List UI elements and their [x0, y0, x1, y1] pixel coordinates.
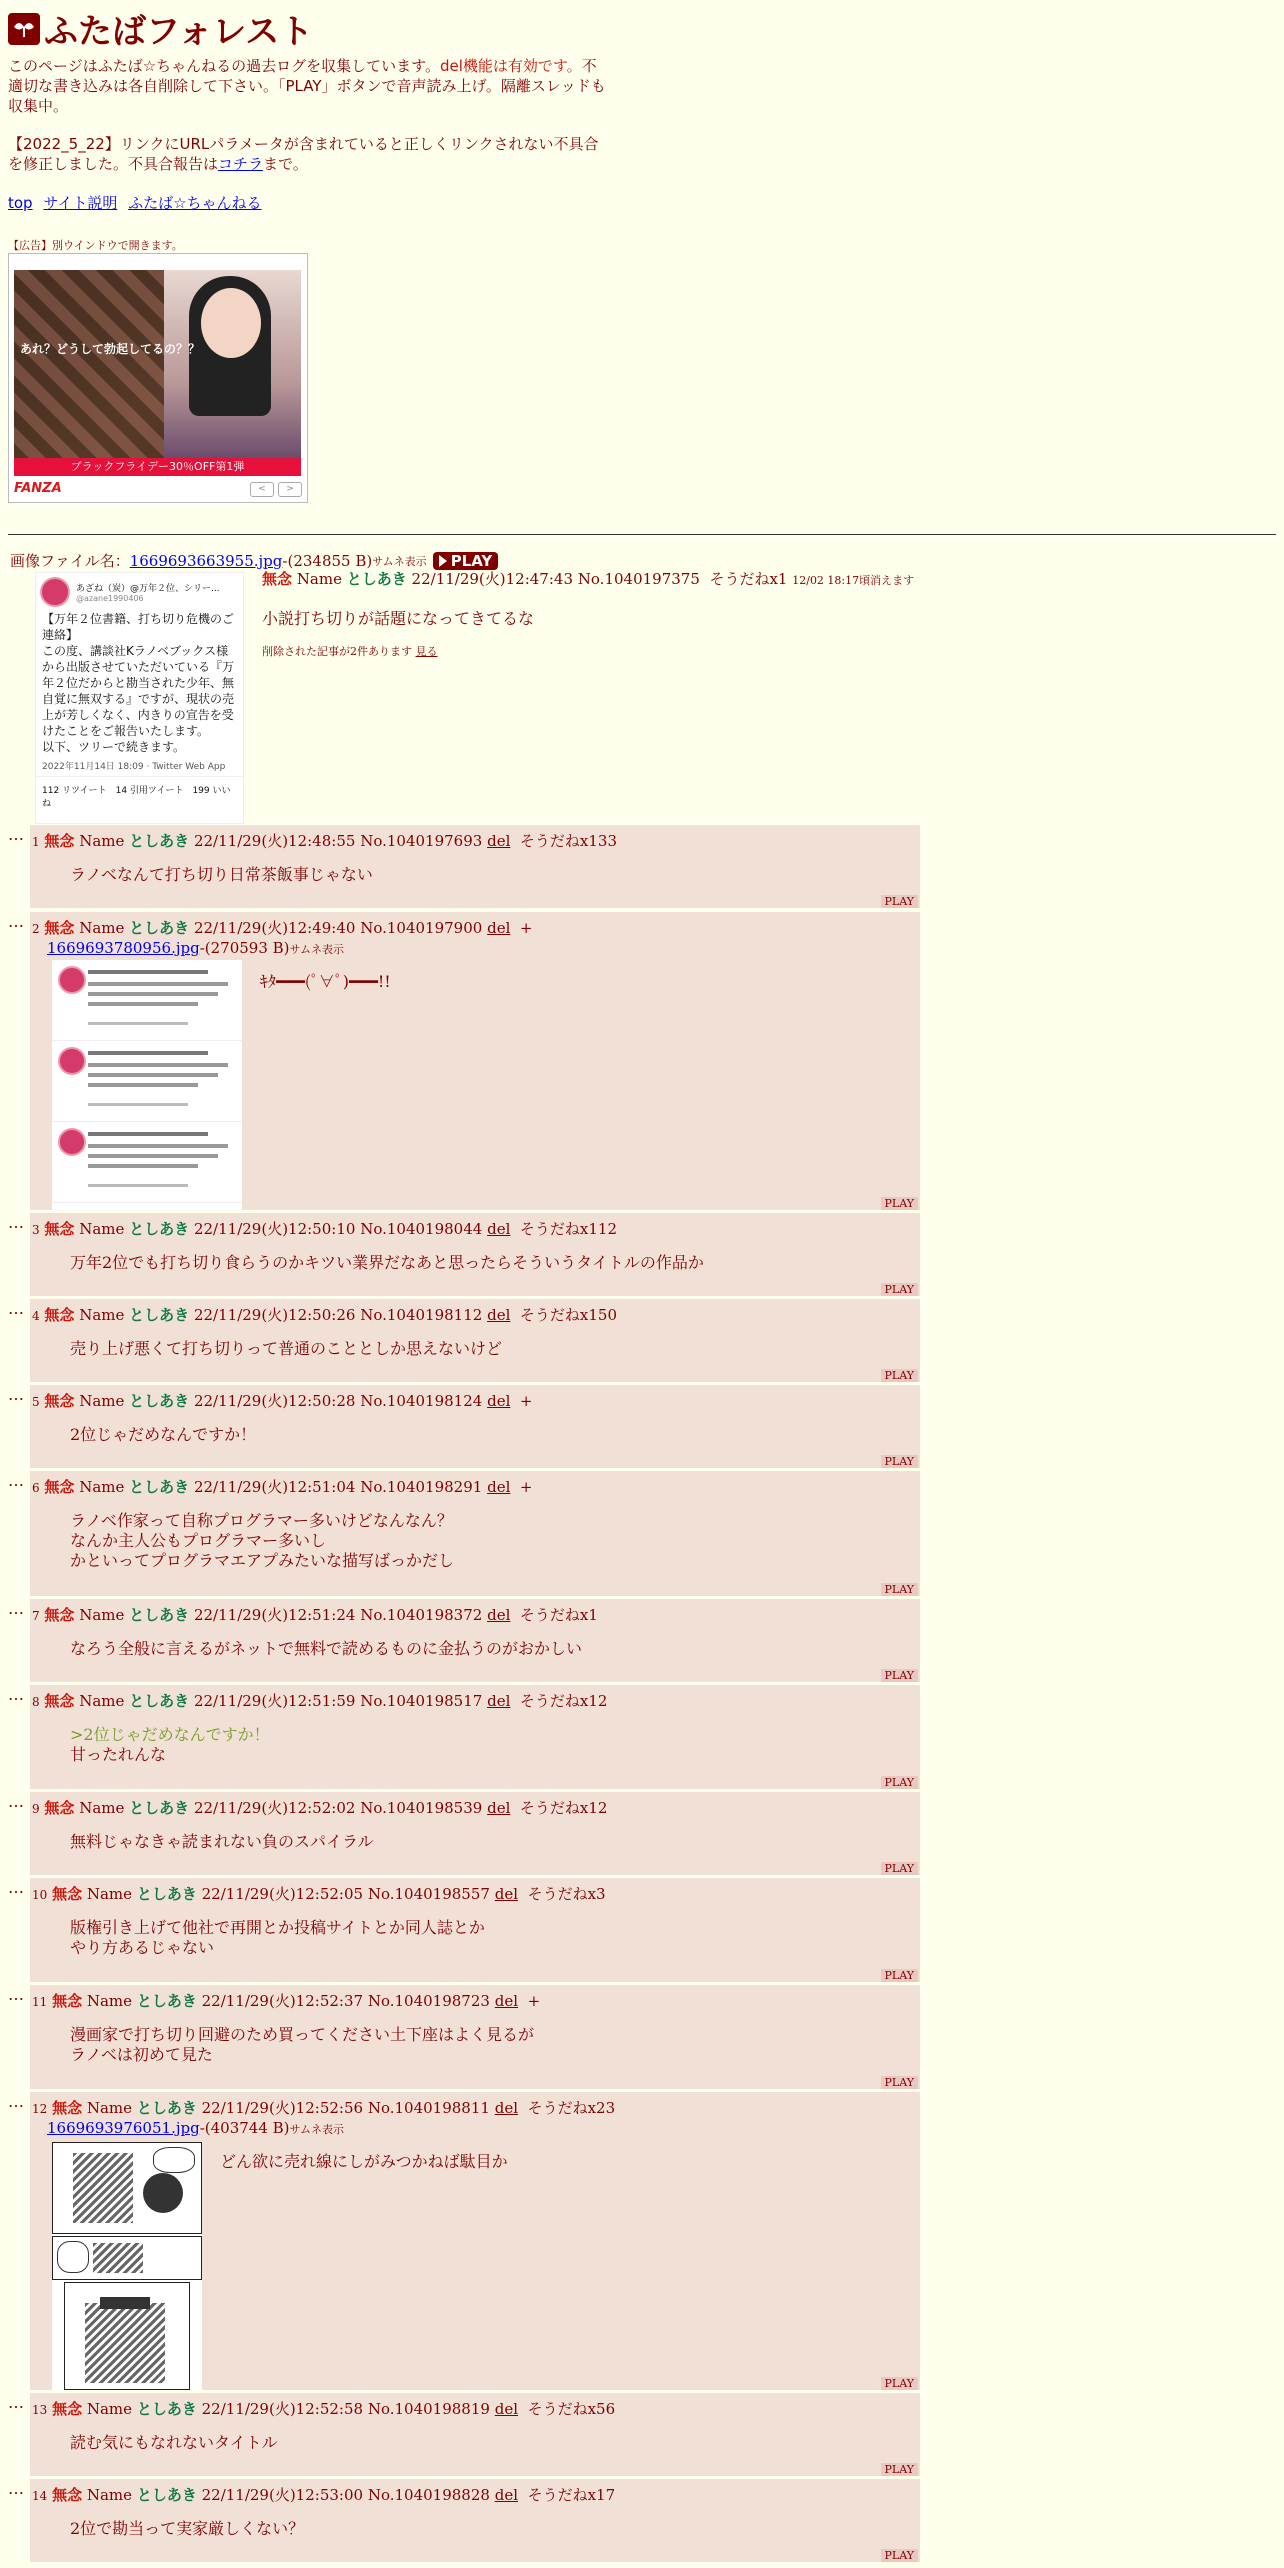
- reply-name-label: Name: [79, 1606, 125, 1624]
- op-play-button[interactable]: PLAY: [433, 552, 499, 570]
- reply-post: [30, 1878, 920, 1982]
- reply-play-button[interactable]: PLAY: [881, 895, 918, 908]
- reply-text-line: 2位で勘当って実家厳しくない？: [70, 2519, 305, 2538]
- reply-name: としあき: [136, 1992, 197, 2010]
- reply-thumbnail[interactable]: [52, 2142, 202, 2390]
- reply-name-label: Name: [79, 919, 125, 937]
- reply-text-line: 万年2位でも打ち切り食らうのかキツい業界だなあと思ったらそういうタイトルの作品か: [70, 1253, 704, 1272]
- reply-name-label: Name: [86, 2486, 133, 2504]
- reply-post: [30, 825, 920, 908]
- reply-index: 11: [32, 1995, 48, 2009]
- reply-soudane[interactable]: +: [519, 1478, 533, 1496]
- reply-play-button[interactable]: PLAY: [881, 1197, 918, 1210]
- reply-body: [70, 1511, 454, 1571]
- reply-file-link[interactable]: 1669693780956.jpg: [47, 939, 200, 957]
- reply-subject: 無念: [44, 919, 75, 937]
- reply-play-button[interactable]: PLAY: [881, 2377, 918, 2390]
- reply-file-info: [47, 939, 344, 957]
- reply-play-button[interactable]: PLAY: [881, 1862, 918, 1875]
- reply-name: としあき: [129, 1220, 190, 1238]
- reply-index: 13: [32, 2403, 48, 2417]
- reply-name-label: Name: [86, 1885, 133, 1903]
- reply-subject: 無念: [44, 1392, 75, 1410]
- del-link[interactable]: del: [487, 1606, 511, 1624]
- reply-name-label: Name: [79, 1392, 125, 1410]
- reply-subject: 無念: [52, 2486, 83, 2504]
- reply-menu-icon[interactable]: …: [8, 1685, 24, 1704]
- reply-text-line: やり方あるじゃない: [70, 1938, 215, 1957]
- reply-datetime: 22/11/29(火)12:50:28: [193, 1392, 356, 1410]
- reply-body: [260, 972, 391, 992]
- op-deleted-note: 削除された記事が2件あります 見る: [262, 645, 438, 658]
- reply-header: [32, 1476, 533, 1497]
- reply-datetime: 22/11/29(火)12:49:40: [193, 919, 356, 937]
- op-subject: 無念: [262, 570, 293, 588]
- reply-datetime: 22/11/29(火)12:51:24: [193, 1606, 356, 1624]
- reply-header: [32, 1690, 607, 1711]
- reply-datetime: 22/11/29(火)12:48:55: [193, 832, 356, 850]
- reply-datetime: 22/11/29(火)12:53:00: [201, 2486, 364, 2504]
- tweet-author: あざね（炭）@万年２位、シリー...: [76, 584, 220, 594]
- reply-menu-icon[interactable]: …: [8, 2092, 24, 2111]
- reply-name: としあき: [129, 1392, 190, 1410]
- reply-body: [70, 1253, 704, 1273]
- reply-play-button[interactable]: PLAY: [881, 1455, 918, 1468]
- reply-header: [32, 1797, 607, 1818]
- del-link[interactable]: del: [494, 2486, 519, 2504]
- reply-text-line: 2位じゃだめなんですか！: [70, 1425, 257, 1444]
- reply-name: としあき: [136, 1885, 197, 1903]
- op-body: 小説打ち切りが話題になってきてるな: [262, 609, 535, 628]
- reply-subject: 無念: [52, 1885, 83, 1903]
- del-link[interactable]: del: [487, 1392, 511, 1410]
- tweet-stats: 112 リツイート 14 引用ツイート 199 いいね: [36, 776, 243, 815]
- del-link[interactable]: del: [487, 1692, 511, 1710]
- reply-index: 12: [32, 2102, 48, 2116]
- reply-name-label: Name: [79, 1220, 125, 1238]
- op-soudane[interactable]: そうだねx1: [709, 570, 788, 588]
- reply-index: 9: [32, 1802, 40, 1816]
- reply-text-line: ラノベ作家って自称プログラマー多いけどなんなん？: [70, 1511, 453, 1530]
- ad-overlay-text: あれ？どうして勃起してるの？？: [20, 342, 201, 356]
- reply-index: 5: [32, 1395, 40, 1409]
- reply-menu-icon[interactable]: …: [8, 1471, 24, 1490]
- reply-number: No.1040198819: [367, 2400, 490, 2418]
- reply-body: [70, 1725, 270, 1765]
- reply-post: [30, 2479, 920, 2562]
- reply-soudane[interactable]: そうだねx56: [527, 2400, 616, 2418]
- reply-body: [70, 2025, 534, 2065]
- op-thumb-toggle[interactable]: サムネ表示: [372, 554, 427, 568]
- intro-text-red: del機能は有効です。: [439, 57, 582, 75]
- reply-number: No.1040198372: [360, 1606, 483, 1624]
- del-link[interactable]: del: [494, 1885, 519, 1903]
- reply-name: としあき: [136, 2486, 197, 2504]
- reply-subject: 無念: [44, 1692, 75, 1710]
- reply-text-line: ラノベは初めて見た: [70, 2045, 213, 2064]
- reply-header: [32, 1883, 606, 1904]
- reply-play-button[interactable]: PLAY: [881, 1776, 918, 1789]
- report-link[interactable]: コチラ: [218, 155, 264, 173]
- del-link[interactable]: del: [487, 1220, 511, 1238]
- op-expiry: 12/02 18:17頃消えます: [792, 574, 915, 587]
- site-title: ふたばフォレスト: [44, 12, 314, 52]
- reply-body: [70, 1918, 485, 1958]
- op-name-label: Name: [296, 570, 342, 588]
- reply-post: [30, 1213, 920, 1296]
- reply-play-button[interactable]: PLAY: [881, 1969, 918, 1982]
- reply-index: 10: [32, 1888, 48, 1902]
- nav-futaba-link[interactable]: ふたば☆ちゃんねる: [128, 194, 262, 212]
- reply-menu-icon[interactable]: …: [8, 1985, 24, 2004]
- deleted-show-link[interactable]: 見る: [415, 645, 438, 658]
- reply-datetime: 22/11/29(火)12:50:10: [193, 1220, 356, 1238]
- reply-menu-icon[interactable]: …: [8, 2479, 24, 2498]
- reply-post: [30, 2092, 920, 2390]
- reply-text-line: なろう全般に言えるがネットで無料で読めるものに金払うのがおかしい: [70, 1639, 583, 1658]
- reply-name-label: Name: [86, 2099, 133, 2117]
- reply-text-line: なんか主人公もプログラマー多いし: [70, 1531, 327, 1550]
- reply-number: No.1040198811: [367, 2099, 490, 2117]
- op-thumbnail[interactable]: [35, 572, 244, 824]
- notice-text-b: まで。: [263, 155, 308, 173]
- reply-post: [30, 1599, 920, 1682]
- del-link[interactable]: del: [494, 2400, 519, 2418]
- reply-header: [32, 2097, 615, 2118]
- reply-file-size: -(270593 B): [199, 939, 290, 957]
- reply-number: No.1040198124: [360, 1392, 483, 1410]
- reply-datetime: 22/11/29(火)12:51:59: [193, 1692, 356, 1710]
- reply-name: としあき: [136, 2400, 197, 2418]
- reply-body: [70, 1832, 374, 1852]
- reply-play-button[interactable]: PLAY: [881, 2463, 918, 2476]
- reply-menu-icon[interactable]: …: [8, 2393, 24, 2412]
- reply-header: [32, 1990, 540, 2011]
- reply-text-line: 無料じゃなきゃ読まれない負のスパイラル: [70, 1832, 374, 1851]
- reply-number: No.1040198044: [360, 1220, 483, 1238]
- reply-datetime: 22/11/29(火)12:50:26: [193, 1306, 356, 1324]
- reply-index: 2: [32, 922, 40, 936]
- reply-name-label: Name: [79, 832, 125, 850]
- reply-soudane[interactable]: そうだねx112: [519, 1220, 618, 1238]
- reply-name-label: Name: [79, 1799, 125, 1817]
- reply-name-label: Name: [86, 2400, 133, 2418]
- reply-subject: 無念: [52, 1992, 83, 2010]
- op-number: No.1040197375: [577, 570, 700, 588]
- reply-index: 14: [32, 2489, 48, 2503]
- reply-post: [30, 1685, 920, 1789]
- reply-play-button[interactable]: PLAY: [881, 1283, 918, 1296]
- ad-banner[interactable]: [8, 253, 308, 503]
- notice-text-a: 【2022_5_22】リンクにURLパラメータが含まれていると正しくリンクされない不具合を修正しました。不具合報告は: [8, 135, 599, 173]
- nav-top-link[interactable]: top: [8, 194, 33, 212]
- reply-post: [30, 912, 920, 1210]
- reply-body: [70, 1639, 582, 1659]
- reply-soudane[interactable]: そうだねx17: [527, 2486, 616, 2504]
- nav-links: [8, 192, 268, 213]
- reply-header: [32, 917, 533, 938]
- reply-datetime: 22/11/29(火)12:52:56: [201, 2099, 364, 2117]
- reply-index: 1: [32, 835, 40, 849]
- reply-subject: 無念: [44, 1478, 75, 1496]
- reply-body: [70, 2519, 304, 2539]
- reply-name: としあき: [129, 832, 190, 850]
- reply-soudane[interactable]: そうだねx150: [519, 1306, 618, 1324]
- reply-body: [70, 1425, 256, 1445]
- ad-sale-banner: ブラックフライデー30％OFF第1弾: [14, 458, 301, 476]
- reply-name: としあき: [129, 1478, 190, 1496]
- reply-number: No.1040198539: [360, 1799, 483, 1817]
- reply-number: No.1040198291: [360, 1478, 483, 1496]
- reply-post: [30, 1471, 920, 1596]
- reply-soudane[interactable]: そうだねx3: [527, 1885, 606, 1903]
- op-file-link[interactable]: 1669693663955.jpg: [129, 551, 283, 570]
- del-link[interactable]: del: [487, 919, 511, 937]
- reply-datetime: 22/11/29(火)12:52:02: [193, 1799, 356, 1817]
- reply-index: 4: [32, 1309, 40, 1323]
- reply-name: としあき: [129, 1306, 190, 1324]
- reply-name-label: Name: [86, 1992, 133, 2010]
- reply-play-button[interactable]: PLAY: [881, 2549, 918, 2562]
- reply-number: No.1040198723: [367, 1992, 490, 2010]
- reply-subject: 無念: [44, 1799, 75, 1817]
- reply-subject: 無念: [44, 1220, 75, 1238]
- reply-text-line: 版権引き上げて他社で再開とか投稿サイトとか同人誌とか: [70, 1918, 485, 1937]
- reply-datetime: 22/11/29(火)12:52:05: [201, 1885, 364, 1903]
- reply-post: [30, 1792, 920, 1875]
- reply-text-line: 漫画家で打ち切り回避のため買ってください土下座はよく見るが: [70, 2025, 535, 2044]
- reply-datetime: 22/11/29(火)12:52:58: [201, 2400, 364, 2418]
- reply-header: [32, 1218, 617, 1239]
- play-icon: [439, 555, 447, 567]
- op-datetime: 22/11/29(火)12:47:43: [411, 570, 573, 588]
- reply-soudane[interactable]: そうだねx12: [519, 1692, 608, 1710]
- divider: [8, 534, 1276, 535]
- reply-thumbnail[interactable]: [52, 960, 242, 1210]
- del-link[interactable]: del: [487, 1306, 511, 1324]
- reply-subject: 無念: [52, 2400, 83, 2418]
- del-link[interactable]: del: [494, 1992, 519, 2010]
- del-link[interactable]: del: [487, 1478, 511, 1496]
- reply-file-info: [47, 2119, 344, 2137]
- del-link[interactable]: del: [487, 1799, 511, 1817]
- reply-play-button[interactable]: PLAY: [881, 2076, 918, 2089]
- reply-menu-icon[interactable]: …: [8, 912, 24, 931]
- reply-name: としあき: [129, 1692, 190, 1710]
- reply-index: 7: [32, 1609, 40, 1623]
- del-link[interactable]: del: [494, 2099, 519, 2117]
- reply-subject: 無念: [44, 1606, 75, 1624]
- reply-soudane[interactable]: +: [527, 1992, 541, 2010]
- reply-file-size: -(403744 B): [199, 2119, 290, 2137]
- reply-name: としあき: [129, 1606, 190, 1624]
- avatar: [40, 577, 70, 607]
- reply-header: [32, 1390, 533, 1411]
- reply-header: [32, 2398, 615, 2419]
- reply-index: 8: [32, 1695, 40, 1709]
- reply-name-label: Name: [79, 1306, 125, 1324]
- reply-header: [32, 830, 617, 851]
- reply-menu-icon[interactable]: …: [8, 1385, 24, 1404]
- reply-menu-icon[interactable]: …: [8, 1299, 24, 1318]
- reply-header: [32, 1604, 598, 1625]
- reply-name: としあき: [129, 919, 190, 937]
- reply-post: [30, 1299, 920, 1382]
- reply-text-line: 甘ったれんな: [70, 1745, 167, 1764]
- site-intro: [8, 56, 608, 116]
- reply-number: No.1040197900: [360, 919, 483, 937]
- reply-name-label: Name: [79, 1478, 125, 1496]
- reply-soudane[interactable]: そうだねx1: [519, 1606, 598, 1624]
- reply-name: としあき: [129, 1799, 190, 1817]
- ad-label: 【広告】別ウインドウで開きます。: [8, 239, 183, 252]
- tweet-text: 【万年２位書籍、打ち切り危機のご連絡】 この度、講談社Kラノベブックス様から出版させていただいている『万年２位だからと勘当された少年、無自覚に無双する』ですが、現状の売上が芳しくなく、内きりの宣告を受けたことをご報告いたします。 以下、ツリーで続きます。: [42, 612, 235, 754]
- ad-image[interactable]: [14, 270, 301, 476]
- intro-text-b: 不適切な書き込みは各自削除して下さい。「PLAY」ボタンで音声読み上げ。隔離スレッドも収集中。: [8, 57, 606, 115]
- reply-play-button[interactable]: PLAY: [881, 1583, 918, 1596]
- reply-file-link[interactable]: 1669693976051.jpg: [47, 2119, 200, 2137]
- reply-menu-icon[interactable]: …: [8, 825, 24, 844]
- reply-soudane[interactable]: +: [519, 1392, 533, 1410]
- op-file-label: 画像ファイル名：: [10, 552, 130, 570]
- reply-body: [70, 2433, 278, 2453]
- reply-text-line: ｷﾀ━━━(ﾟ∀ﾟ)━━━!!: [260, 972, 391, 991]
- reply-text-line: かといってプログラマエアプみたいな描写ばっかだし: [70, 1551, 455, 1570]
- reply-text-line: ラノベなんて打ち切り日常茶飯事じゃない: [70, 865, 373, 884]
- reply-soudane[interactable]: そうだねx12: [519, 1799, 608, 1817]
- reply-thumb-toggle[interactable]: サムネ表示: [289, 943, 344, 956]
- ad-prev-arrow-icon[interactable]: <: [250, 482, 274, 497]
- reply-post: [30, 1985, 920, 2089]
- site-header: [8, 4, 313, 53]
- reply-menu-icon[interactable]: …: [8, 1599, 24, 1618]
- reply-number: No.1040197693: [360, 832, 483, 850]
- ad-brand-logo: FANZA: [14, 481, 62, 496]
- reply-menu-icon[interactable]: …: [8, 1213, 24, 1232]
- reply-name: としあき: [136, 2099, 197, 2117]
- reply-play-button[interactable]: PLAY: [881, 1669, 918, 1682]
- reply-subject: 無念: [44, 1306, 75, 1324]
- reply-body: [70, 865, 373, 885]
- del-link[interactable]: del: [487, 832, 511, 850]
- reply-thumb-toggle[interactable]: サムネ表示: [289, 2123, 344, 2136]
- reply-post: [30, 2393, 920, 2476]
- reply-text-line: 売り上げ悪くて打ち切りって普通のこととしか思えないけど: [70, 1339, 503, 1358]
- op-header: [262, 568, 914, 589]
- reply-header: [32, 2484, 615, 2505]
- reply-number: No.1040198828: [367, 2486, 490, 2504]
- reply-soudane[interactable]: そうだねx133: [519, 832, 618, 850]
- reply-subject: 無念: [52, 2099, 83, 2117]
- reply-number: No.1040198517: [360, 1692, 483, 1710]
- reply-name-label: Name: [79, 1692, 125, 1710]
- reply-index: 6: [32, 1481, 40, 1495]
- reply-subject: 無念: [44, 832, 75, 850]
- reply-datetime: 22/11/29(火)12:51:04: [193, 1478, 356, 1496]
- nav-about-link[interactable]: サイト説明: [43, 194, 118, 212]
- tweet-handle: @azane1990406: [76, 594, 144, 603]
- reply-menu-icon[interactable]: …: [8, 1792, 24, 1811]
- reply-soudane[interactable]: そうだねx23: [527, 2099, 616, 2117]
- intro-text-a: このページはふたば☆ちゃんねるの過去ログを収集しています。: [8, 57, 440, 75]
- reply-post: [30, 1385, 920, 1468]
- site-notice: [8, 134, 608, 174]
- op-name: としあき: [346, 570, 407, 588]
- reply-header: [32, 1304, 617, 1325]
- tweet-footer: 2022年11月14日 18:09 · Twitter Web App: [42, 762, 226, 772]
- op-file-size: -(234855 B): [282, 551, 373, 570]
- leaf-logo-icon: [8, 13, 40, 45]
- reply-number: No.1040198112: [360, 1306, 483, 1324]
- reply-index: 3: [32, 1223, 40, 1237]
- reply-body: [220, 2152, 508, 2172]
- reply-soudane[interactable]: +: [519, 919, 533, 937]
- reply-body: [70, 1339, 502, 1359]
- reply-datetime: 22/11/29(火)12:52:37: [201, 1992, 364, 2010]
- reply-quote: >2位じゃだめなんですか！: [70, 1725, 270, 1744]
- reply-text-line: どん欲に売れ線にしがみつかねば駄目か: [220, 2152, 508, 2171]
- reply-play-button[interactable]: PLAY: [881, 1369, 918, 1382]
- reply-number: No.1040198557: [367, 1885, 490, 1903]
- reply-text-line: 読む気にもなれないタイトル: [70, 2433, 278, 2452]
- reply-menu-icon[interactable]: …: [8, 1878, 24, 1897]
- ad-next-arrow-icon[interactable]: >: [278, 482, 302, 497]
